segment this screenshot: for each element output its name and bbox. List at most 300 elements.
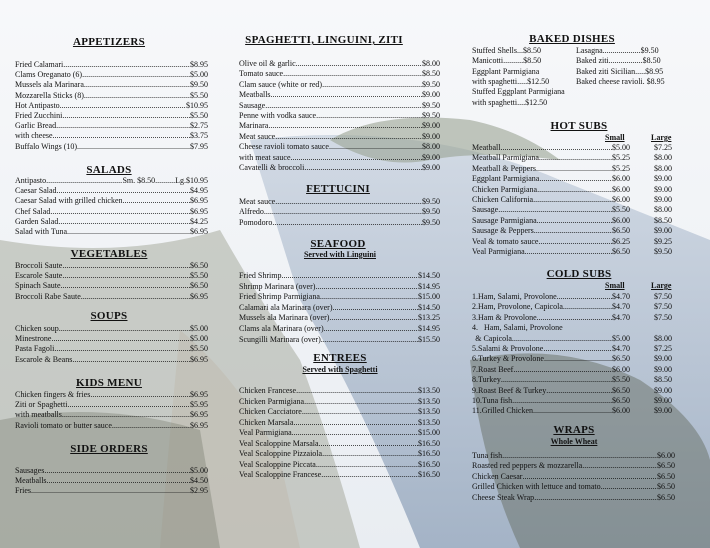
appetizers-row [15, 131, 208, 140]
cold-subs-leader [537, 313, 612, 322]
cold-subs-title: COLD SUBS [546, 268, 612, 280]
entrees-item-price: $13.50 [418, 407, 440, 416]
entrees-subtitle: Served with Spaghetti [302, 365, 378, 374]
cold-subs-item-number: 9. [472, 385, 478, 395]
fettucini-item-price: $9.50 [422, 207, 440, 217]
wraps-item-name: Grilled Chicken with lettuce and tomato [472, 482, 601, 492]
vegetables-title: VEGETABLES [70, 248, 148, 260]
fettucini-leader [264, 207, 422, 216]
cold-subs-leader [513, 365, 612, 374]
seafood-item-name: Fried Shrimp [239, 271, 282, 280]
vegetables-item-name: Broccoli Saute [15, 261, 63, 270]
cold-subs-leader [557, 292, 612, 301]
vegetables-leader [62, 261, 190, 270]
hot-subs-large-price: $7.25 [654, 143, 672, 152]
spaghetti-item-name: Marinara [239, 121, 269, 131]
spaghetti-item-price: $9.00 [422, 152, 440, 162]
cold-subs-item-number: 5. [472, 344, 478, 353]
cold-subs-row [472, 292, 630, 301]
cold-subs-leader [512, 396, 612, 405]
hot-subs-small-price: $5.25 [612, 153, 630, 163]
hot-subs-large-price: $9.00 [654, 226, 672, 236]
cold-subs-large-price: $9.00 [654, 406, 672, 416]
spaghetti-item-price: $9.50 [422, 111, 440, 120]
spaghetti-leader [296, 59, 422, 68]
salads-title: SALADS [86, 164, 132, 176]
vegetables-leader [81, 292, 190, 301]
soups-row [15, 355, 208, 364]
entrees-item-price: $13.50 [418, 417, 440, 427]
appetizers-item-price: $5.50 [190, 90, 208, 100]
hot-subs-small-price: $6.25 [612, 236, 630, 246]
vegetables-item-price: $6.50 [190, 281, 208, 291]
kids-row [15, 400, 208, 409]
seafood-leader [321, 335, 418, 344]
kids-leader [67, 400, 190, 409]
spaghetti-leader [329, 142, 422, 151]
salads-leader [123, 196, 190, 205]
spaghetti-leader [291, 153, 422, 162]
appetizers-row [15, 60, 208, 69]
fettucini-leader [275, 197, 422, 206]
appetizers-leader [56, 121, 190, 130]
wraps-leader [534, 493, 657, 502]
hot-subs-item-name: Meatball [472, 143, 501, 152]
entrees-item-name: Chicken Marsala [239, 417, 294, 427]
spaghetti-leader [322, 80, 422, 89]
spaghetti-item-price: $8.50 [422, 69, 440, 79]
wraps-item-name: Roasted red peppers & mozzarella [472, 461, 583, 471]
soups-leader [72, 355, 190, 364]
vegetables-item-price: $5.50 [190, 271, 208, 281]
cold-subs-item-name: Ham, Provolone, Capicola [478, 302, 563, 312]
cold-subs-item-name: Turkey & Provolone [478, 354, 544, 364]
hot-subs-small-price: $5.00 [612, 143, 630, 152]
kids-item-price: $6.95 [190, 410, 208, 420]
cold-subs-large-price: $7.50 [654, 292, 672, 301]
entrees-item-name: Veal Scaloppine Piccata [239, 459, 316, 469]
spaghetti-row [239, 111, 440, 120]
entrees-row [239, 449, 440, 458]
seafood-item-price: $15.00 [418, 292, 440, 302]
kids-item-price: $5.95 [190, 400, 208, 410]
appetizers-item-name: Clams Oreganato (6) [15, 70, 83, 80]
side-orders-leader [31, 486, 190, 495]
baked-dish-line: Stuffed Eggplant Parmigiana [472, 87, 565, 97]
entrees-item-price: $16.50 [418, 470, 440, 479]
hot-subs-large-price: $9.00 [654, 174, 672, 184]
hot-subs-large-price: $8.00 [654, 205, 672, 215]
cold-subs-large-price: $9.00 [654, 396, 672, 405]
seafood-subtitle: Served with Linguini [303, 250, 376, 259]
side-orders-item-name: Sausages [15, 466, 45, 475]
spaghetti-row [239, 153, 440, 162]
vegetables-row [15, 292, 208, 301]
entrees-row [239, 470, 440, 479]
spaghetti-item-price: $9.00 [422, 163, 440, 172]
kids-item-price: $6.95 [190, 420, 208, 430]
spaghetti-row [239, 80, 440, 89]
hot-subs-leader [538, 237, 612, 246]
salads-row [15, 196, 208, 205]
vegetables-item-price: $6.95 [190, 291, 208, 301]
seafood-row [239, 271, 440, 280]
vegetables-item-name: Escarole Saute [15, 271, 63, 281]
appetizers-item-name: Fried Calamari [15, 60, 64, 69]
baked-dish-right-line: Baked cheese ravioli. $8.95 [576, 76, 665, 86]
seafood-item-name: Calamari ala Marinara (over) [239, 302, 333, 312]
appetizers-item-price: $2.75 [190, 121, 208, 131]
fettucini-row [239, 218, 440, 227]
wraps-title: WRAPS [553, 424, 595, 436]
cold-subs-small-price: $5.00 [612, 333, 630, 343]
hot-subs-leader [537, 185, 612, 194]
appetizers-item-price: $3.75 [190, 131, 208, 141]
spaghetti-leader [268, 121, 422, 130]
spaghetti-item-name: with meat sauce [239, 152, 291, 162]
cold-subs-item-name: Salami & Provolone [478, 344, 544, 353]
soups-item-name: Escarole & Beans [15, 354, 73, 364]
salads-item-price: $4.95 [190, 186, 208, 196]
vegetables-row [15, 281, 208, 290]
entrees-item-price: $16.50 [418, 449, 440, 458]
kids-item-name: with meatballs [15, 410, 62, 420]
seafood-leader [315, 282, 418, 291]
cold-subs-item-number: 1. [472, 292, 478, 301]
hot-subs-row [472, 205, 630, 214]
wraps-item-name: Cheese Steak Wrap [472, 492, 535, 502]
appetizers-item-name: Garlic Bread [15, 121, 57, 131]
appetizers-item-price: $10.95 [186, 100, 208, 110]
cold-subs-large-price: $7.25 [654, 344, 672, 353]
entrees-item-price: $13.50 [418, 396, 440, 406]
appetizers-row [15, 101, 208, 110]
wraps-item-price: $6.00 [657, 451, 675, 460]
hot-subs-title: HOT SUBS [550, 120, 608, 132]
soups-item-name: Chicken soup [15, 324, 59, 333]
hot-subs-large-header: Large [651, 133, 672, 142]
salads-row [15, 227, 208, 236]
seafood-item-price: $14.95 [418, 324, 440, 333]
wraps-row [472, 472, 675, 481]
hot-subs-item-name: Meatball & Peppers [472, 163, 536, 173]
seafood-item-price: $15.50 [418, 334, 440, 344]
hot-subs-item-name: Veal & tomato sauce [472, 236, 539, 246]
salads-row [15, 186, 208, 195]
side-orders-title: SIDE ORDERS [70, 443, 148, 455]
soups-row [15, 324, 208, 333]
soups-item-name: Minestrone [15, 334, 52, 344]
seafood-item-name: Mussels ala Marinara (over) [239, 313, 330, 323]
fettucini-title: FETTUCINI [306, 183, 370, 195]
vegetables-row [15, 271, 208, 280]
hot-subs-row [472, 164, 630, 173]
hot-subs-small-price: $5.25 [612, 163, 630, 173]
entrees-item-price: $13.50 [418, 386, 440, 395]
hot-subs-small-header: Small [605, 133, 625, 142]
cold-subs-row [472, 354, 630, 363]
cold-subs-item-number: 4. [472, 323, 478, 333]
spaghetti-row [239, 132, 440, 141]
cold-subs-item-name: Turkey [478, 375, 501, 385]
fettucini-row [239, 207, 440, 216]
cold-subs-row [472, 375, 630, 384]
appetizers-leader [82, 70, 190, 79]
wraps-leader [522, 472, 657, 481]
seafood-leader [324, 324, 418, 333]
baked-dish-right-line: Lasagna...................$9.50 [576, 46, 659, 55]
side-orders-row [15, 466, 208, 475]
appetizers-item-price: $5.50 [190, 111, 208, 120]
wraps-item-price: $6.50 [657, 482, 675, 492]
wraps-item-name: Tuna fish [472, 451, 503, 460]
appetizers-item-name: Buffalo Wings (10) [15, 141, 78, 151]
hot-subs-small-price: $6.00 [612, 184, 630, 194]
appetizers-item-price: $9.50 [190, 80, 208, 90]
appetizers-row [15, 70, 208, 79]
spaghetti-row [239, 163, 440, 172]
entrees-item-name: Veal Scaloppine Francese [239, 470, 322, 479]
seafood-title: SEAFOOD [310, 238, 366, 250]
cold-subs-large-price: $7.50 [654, 302, 672, 312]
hot-subs-large-price: $9.50 [654, 247, 672, 256]
salads-item-name: Caesar Salad [15, 186, 57, 196]
spaghetti-item-name: Meatballs [239, 90, 271, 100]
appetizers-item-name: with cheese [15, 131, 53, 141]
spaghetti-item-price: $9.00 [422, 121, 440, 131]
cold-subs-large-price: $8.00 [654, 333, 672, 343]
spaghetti-item-name: Tomato sauce [239, 69, 284, 79]
seafood-item-price: $14.95 [418, 281, 440, 291]
spaghetti-item-price: $9.00 [422, 90, 440, 100]
cold-subs-item-number: 11. [472, 406, 482, 416]
cold-subs-leader [563, 302, 612, 311]
vegetables-row [15, 261, 208, 270]
cold-subs-item-name: Ham & Provolone [478, 312, 537, 322]
kids-row [15, 410, 208, 419]
cold-subs-row [472, 386, 630, 395]
side-orders-leader [44, 466, 190, 475]
cold-subs-leader [512, 334, 612, 343]
appetizers-item-name: Mozzarella Sticks (8) [15, 90, 84, 100]
spaghetti-row [239, 101, 440, 110]
spaghetti-leader [271, 90, 422, 99]
hot-subs-leader [498, 205, 612, 214]
spaghetti-leader [275, 132, 422, 141]
hot-subs-row [472, 195, 630, 204]
hot-subs-large-price: $9.00 [654, 195, 672, 204]
seafood-item-name: Scungilli Marinara (over) [239, 334, 321, 344]
hot-subs-row [472, 216, 630, 225]
soups-item-price: $5.00 [190, 334, 208, 344]
entrees-item-name: Chicken Francese [239, 386, 297, 395]
cold-subs-large-price: $9.00 [654, 364, 672, 374]
cold-subs-item-name: Tuna fish [482, 396, 513, 405]
cold-subs-row [472, 334, 630, 343]
salads-leader [57, 186, 190, 195]
hot-subs-item-name: Veal Parmigiana [472, 247, 525, 256]
kids-item-name: Chicken fingers & fries [15, 390, 91, 399]
fettucini-leader [272, 218, 422, 227]
hot-subs-small-price: $6.00 [612, 195, 630, 204]
salads-item-price: $6.95 [190, 206, 208, 216]
appetizers-row [15, 111, 208, 120]
wraps-subtitle: Whole Wheat [550, 437, 598, 446]
fettucini-item-price: $9.50 [422, 217, 440, 227]
kids-row [15, 421, 208, 430]
seafood-row [239, 303, 440, 312]
side-orders-item-name: Fries [15, 486, 31, 496]
spaghetti-item-price: $9.50 [422, 100, 440, 110]
salads-row [15, 207, 208, 216]
hot-subs-small-price: $5.50 [612, 205, 630, 215]
hot-subs-row [472, 153, 630, 162]
seafood-row [239, 324, 440, 333]
side-orders-leader [47, 476, 190, 485]
hot-subs-leader [537, 216, 612, 225]
cold-subs-row [472, 323, 630, 332]
hot-subs-leader [500, 143, 612, 152]
seafood-row [239, 282, 440, 291]
entrees-item-name: Veal Parmigiana [239, 428, 292, 437]
spaghetti-title: SPAGHETTI, LINGUINI, ZITI [245, 34, 403, 46]
baked-dish-line: Eggplant Parmigiana [472, 66, 540, 76]
cold-subs-large-price: $9.00 [654, 354, 672, 364]
side-orders-item-name: Meatballs [15, 476, 47, 486]
baked-dish-line: with spaghetti....$12.50 [472, 97, 548, 107]
spaghetti-leader [283, 69, 422, 78]
side-orders-item-price: $5.00 [190, 466, 208, 475]
cold-subs-leader [546, 386, 612, 395]
hot-subs-leader [539, 174, 612, 183]
appetizers-row [15, 91, 208, 100]
appetizers-leader [84, 80, 190, 89]
hot-subs-item-name: Sausage [472, 205, 499, 215]
seafood-leader [333, 303, 418, 312]
cold-subs-small-price: $5.50 [612, 375, 630, 385]
salads-leader [67, 227, 190, 236]
fettucini-item-name: Alfredo [239, 207, 264, 217]
hot-subs-item-name: Eggplant Parmigiana [472, 174, 540, 184]
spaghetti-leader [265, 101, 422, 110]
entrees-leader [302, 407, 418, 416]
vegetables-item-price: $6.50 [190, 261, 208, 270]
cold-subs-large-price: $9.00 [654, 385, 672, 395]
soups-leader [54, 344, 190, 353]
wraps-row [472, 493, 675, 502]
salads-item-price: $4.25 [190, 216, 208, 226]
spaghetti-item-name: Olive oil & garlic [239, 59, 296, 68]
seafood-item-price: $14.50 [418, 271, 440, 280]
seafood-leader [320, 292, 418, 301]
baked-dish-line: Manicotti..........$8.50 [472, 56, 542, 66]
seafood-item-name: Shrimp Marinara (over) [239, 281, 316, 291]
spaghetti-item-name: Clam sauce (white or red) [239, 79, 323, 89]
cold-subs-small-header: Small [605, 281, 625, 290]
entrees-item-price: $15.00 [418, 428, 440, 437]
soups-item-name: Pasta Fagoli [15, 344, 55, 354]
entrees-item-price: $16.50 [418, 438, 440, 448]
appetizers-item-price: $7.95 [190, 141, 208, 151]
entrees-row [239, 460, 440, 469]
hot-subs-row [472, 237, 630, 246]
wraps-item-price: $6.50 [657, 471, 675, 481]
cold-subs-row [472, 302, 630, 311]
hot-subs-leader [536, 164, 612, 173]
cold-subs-small-price: $4.70 [612, 312, 630, 322]
hot-subs-row [472, 185, 630, 194]
spaghetti-item-price: $8.00 [422, 142, 440, 152]
cold-subs-item-number: 10. [472, 396, 482, 405]
salads-item-name: Chef Salad [15, 206, 51, 216]
kids-leader [62, 410, 190, 419]
spaghetti-item-price: $8.00 [422, 59, 440, 68]
soups-item-price: $5.00 [190, 324, 208, 333]
cold-subs-leader [501, 375, 612, 384]
hot-subs-row [472, 174, 630, 183]
entrees-leader [321, 470, 418, 479]
entrees-leader [319, 439, 418, 448]
cold-subs-item-name: Ham, Salami, Provolone [484, 323, 563, 333]
wraps-row [472, 482, 675, 491]
salads-item-name: Caesar Salad with grilled chicken [15, 196, 123, 206]
kids-item-price: $6.95 [190, 390, 208, 399]
cold-subs-item-name: Grilled Chicken [481, 406, 534, 416]
salads-item-price: $6.95 [190, 227, 208, 236]
spaghetti-item-name: Cheese ravioli tomato sauce [239, 142, 329, 152]
baked-dish-right-line: Baked ziti Sicilian.....$8.95 [576, 66, 664, 76]
side-orders-item-price: $2.95 [190, 486, 208, 496]
spaghetti-item-name: Penne with vodka sauce [239, 111, 317, 120]
soups-row [15, 334, 208, 343]
entrees-row [239, 407, 440, 416]
soups-leader [51, 334, 190, 343]
hot-subs-leader [539, 153, 612, 162]
cold-subs-item-name: & Capicola [475, 333, 512, 343]
cold-subs-item-number: 6. [472, 354, 478, 364]
baked-dish-line: Stuffed Shells...$8.50 [472, 46, 541, 55]
hot-subs-large-price: $8.50 [654, 215, 672, 225]
seafood-leader [281, 271, 418, 280]
cold-subs-small-price: $4.70 [612, 302, 630, 312]
appetizers-row [15, 121, 208, 130]
cold-subs-leader [544, 354, 612, 363]
entrees-item-name: Veal Scaloppine Marsala [239, 438, 319, 448]
spaghetti-row [239, 90, 440, 99]
spaghetti-row [239, 69, 440, 78]
cold-subs-item-name: Roast Beef & Turkey [478, 385, 547, 395]
cold-subs-small-price: $4.70 [612, 292, 630, 301]
appetizers-leader [63, 60, 190, 69]
wraps-row [472, 451, 675, 460]
salads-item-price: $6.95 [190, 196, 208, 206]
hot-subs-item-name: Chicken Parmigiana [472, 184, 538, 194]
cold-subs-row [472, 365, 630, 374]
cold-subs-small-price: $6.50 [612, 396, 630, 405]
appetizers-leader [62, 111, 190, 120]
salads-leader [58, 217, 190, 226]
baked-dishes-title: BAKED DISHES [529, 33, 615, 45]
cold-subs-small-price: $6.50 [612, 385, 630, 395]
appetizers-item-price: $5.00 [190, 70, 208, 80]
entrees-leader [322, 449, 418, 458]
entrees-leader [304, 397, 418, 406]
kids-leader [90, 390, 190, 399]
soups-title: SOUPS [90, 310, 128, 322]
entrees-leader [316, 460, 418, 469]
cold-subs-leader [543, 344, 612, 353]
cold-subs-large-price: $7.50 [654, 312, 672, 322]
